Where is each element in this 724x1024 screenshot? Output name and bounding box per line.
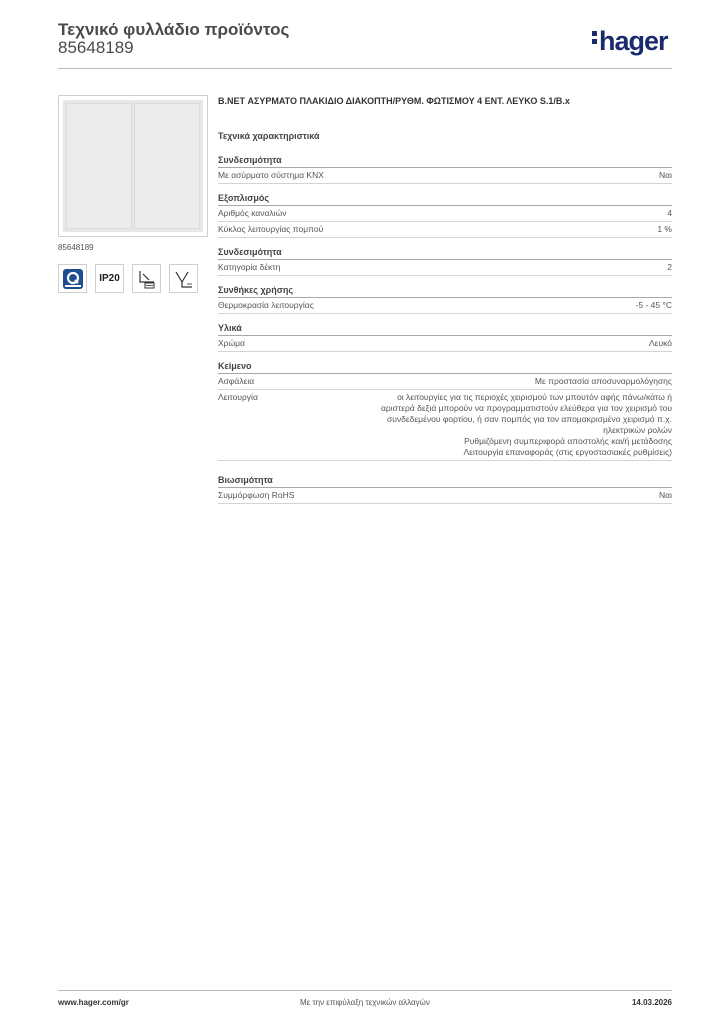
section-text [218,361,672,461]
spec-row [218,206,672,222]
spec-label: Χρώμα [218,338,245,348]
spec-value: 1 % [657,224,672,234]
spec-label: Κύκλος λειτουργίας πομπού [218,224,324,234]
logo-text: hager [599,26,668,56]
spec-value: Ναι [659,490,672,500]
section-materials [218,323,672,352]
image-code: 85648189 [58,243,94,252]
spec-content [218,96,672,513]
spec-row [218,336,672,352]
spec-value: 2 [667,262,672,272]
rocker-right [134,103,200,229]
spec-row [218,260,672,276]
spec-value: Με προστασία αποσυναρμολόγησης [534,376,672,386]
section-heading: Υλικά [218,323,672,336]
footer-website-link[interactable]: www.hager.com/gr [58,998,129,1007]
section-sustainability [218,475,672,504]
spec-row [218,374,672,390]
section-conditions [218,285,672,314]
function-line: ηλεκτρικών ρολών [603,425,672,435]
product-title: B.NET ΑΣΥΡΜΑΤΟ ΠΛΑΚΙΔΙΟ ΔΙΑΚΟΠΤΗ/ΡΥΘΜ. ΦΩΤΙΣΜΟΥ 4 ΕΝΤ. ΛΕΥΚΟ S.1/B.x [218,96,570,106]
ip-rating-label: IP20 [99,273,120,284]
spec-row-function [218,390,672,461]
spec-label: Συμμόρφωση RoHS [218,490,295,500]
spec-label: Λειτουργία [218,392,258,402]
header-divider [58,68,672,69]
spec-row [218,488,672,504]
rocker-left [66,103,132,229]
spec-row [218,222,672,238]
quality-mark-icon [58,264,87,293]
surface-install-icon [169,264,198,293]
function-line: οι λειτουργίες για τις περιοχές χειρισμού των μπουτόν αφής πάνω/κάτω ή [397,392,672,402]
spec-row [218,168,672,184]
spec-value: -5 - 45 °C [635,300,672,310]
spec-label: Ασφάλεια [218,376,255,386]
section-heading: Συνθήκες χρήσης [218,285,672,298]
spec-value: 4 [667,208,672,218]
spec-subtitle: Τεχνικά χαρακτηριστικά [218,131,320,141]
document-code: 85648189 [58,38,134,57]
function-line: συνδεδεμένου φορτίου, ή σαν πομπός για τον απομακρισμένο χειρισμό π.χ. [386,414,672,424]
spec-label: Με ασύρματο σύστημα KNX [218,170,324,180]
hager-logo[interactable] [592,26,668,57]
footer-date: 14.03.2026 [631,998,672,1007]
badge-row [58,264,198,293]
footer-note: Με την επιφύλαξη τεχνικών αλλαγών [300,998,430,1007]
spec-value: Λευκό [649,338,672,348]
footer-divider [58,990,672,991]
section-connectivity-2 [218,247,672,276]
document-title: Τεχνικό φυλλάδιο προϊόντος [58,20,290,39]
spec-value: Ναι [659,170,672,180]
function-line: αριστερά δεξιά μπορούν να προγραμματιστούν ελεύθερα για τον χειρισμό του [380,403,672,413]
section-heading: Κείμενο [218,361,672,374]
function-line: Ρυθμιζόμενη συμπεριφορά αποστολής και/ή μετάδοσης [464,436,672,446]
section-heading: Εξοπλισμός [218,193,672,206]
switch-plate-icon [63,100,203,232]
spec-row [218,298,672,314]
spec-label: Αριθμός καναλιών [218,208,287,218]
section-heading: Συνδεσιμότητα [218,155,672,168]
spec-value-multiline [332,392,672,458]
spec-label: Κατηγορία δέκτη [218,262,281,272]
spec-label: Θερμοκρασία λειτουργίας [218,300,314,310]
logo-dots-icon [592,28,597,47]
section-equipment [218,193,672,238]
section-connectivity [218,155,672,184]
product-image [58,95,208,237]
section-heading: Συνδεσιμότητα [218,247,672,260]
ip-rating-badge [95,264,124,293]
function-line: Λειτουργία επαναφοράς (στις εργοστασιακές ρυθμίσεις) [463,447,672,457]
section-heading: Βιωσιμότητα [218,475,672,488]
flush-mount-icon [132,264,161,293]
